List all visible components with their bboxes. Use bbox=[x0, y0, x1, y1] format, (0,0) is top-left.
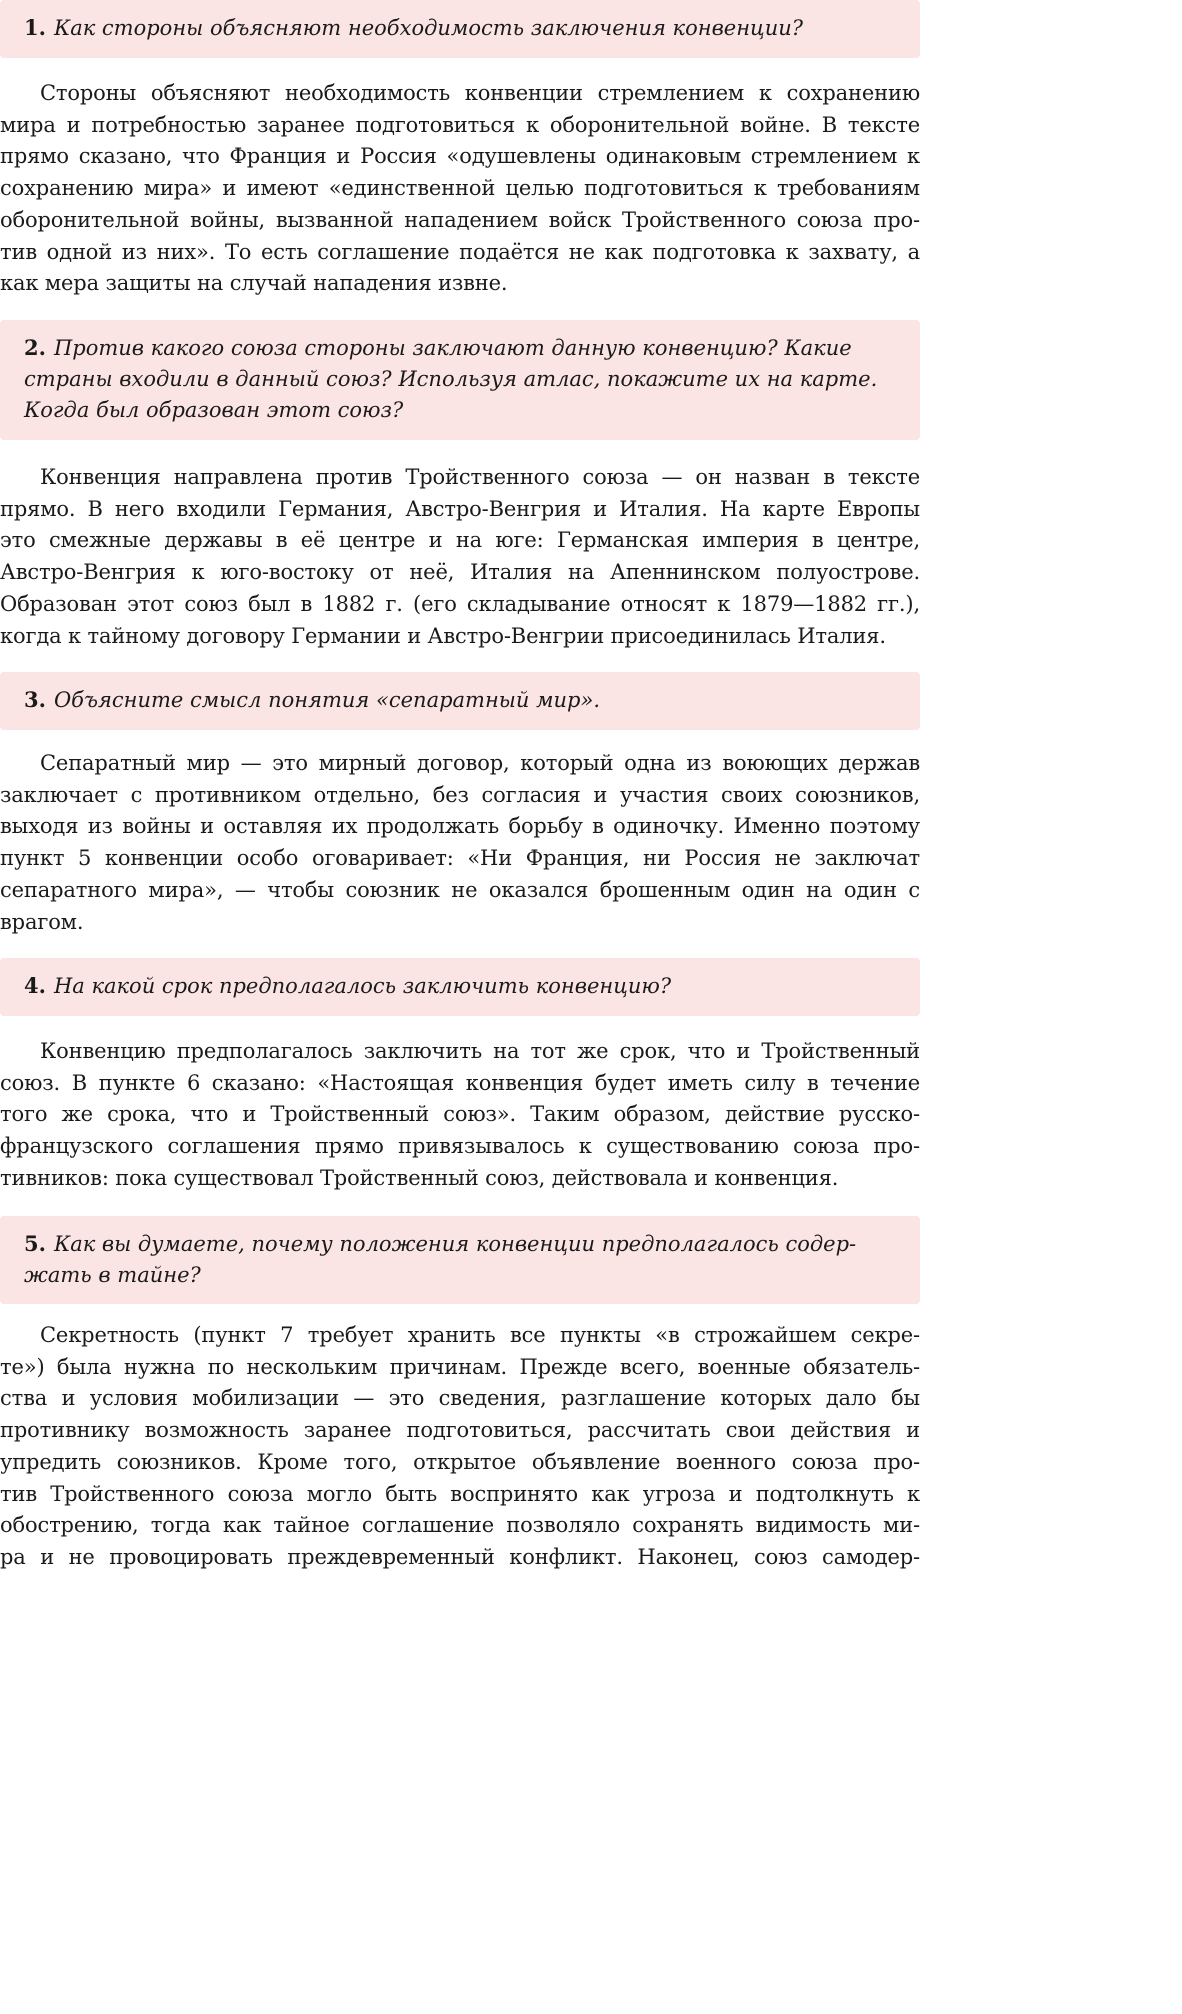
question-box bbox=[0, 320, 920, 440]
answer-line: тив Тройственного союза могло быть воспринято как угроза и подтолкнуть к bbox=[0, 1481, 920, 1506]
answer-line: сохранению мира» и имеют «единственной целью подготовиться к требованиям bbox=[0, 176, 920, 201]
answer-line: это смежные державы в её центре и на юге: Германская империя в центре, bbox=[0, 528, 920, 553]
answer-text bbox=[0, 748, 920, 938]
question-box bbox=[0, 1216, 920, 1304]
answer-line: ра и не провоцировать преждевременный конфликт. Наконец, союз самодер- bbox=[0, 1544, 920, 1569]
question-text: Против какого союза стороны заключают данную конвенцию? Какие bbox=[53, 336, 852, 360]
answer-line: тив одной из них». То есть соглашение подаётся не как подготовка к захвату, а bbox=[0, 239, 920, 264]
question-box bbox=[0, 672, 920, 730]
answer-line: союз. В пункте 6 сказано: «Настоящая конвенция будет иметь силу в течение bbox=[0, 1070, 920, 1095]
question-number: 4. bbox=[24, 973, 46, 998]
answer-line: мира и потребностью заранее подготовиться к оборонительной войне. В тексте bbox=[0, 112, 920, 137]
answer-line: Конвенцию предполагалось заключить на тот же срок, что и Тройственный bbox=[40, 1039, 920, 1063]
question-line bbox=[24, 1228, 900, 1260]
answer-line: как мера защиты на случай нападения извне. bbox=[0, 271, 508, 296]
answer-line: Секретность (пункт 7 требует хранить все пункты «в строжайшем секре- bbox=[40, 1323, 920, 1347]
question-box bbox=[0, 958, 920, 1016]
answer-line: противнику возможность заранее подготовиться, рассчитать свои действия и bbox=[0, 1418, 920, 1443]
answer-line: обострению, тогда как тайное соглашение позволяло сохранять видимость ми- bbox=[0, 1513, 920, 1538]
answer-line: заключает с противником отдельно, без согласия и участия своих союзников, bbox=[0, 782, 920, 807]
answer-line: прямо. В него входили Германия, Австро-Венгрия и Италия. На карте Европы bbox=[0, 496, 920, 521]
answer-line: Сепаратный мир — это мирный договор, который одна из воюющих держав bbox=[40, 751, 920, 775]
answer-line: тивников: пока существовал Тройственный союз, действовала и конвенция. bbox=[0, 1165, 839, 1190]
question-line: Когда был образован этот союз? bbox=[24, 398, 404, 422]
question-text: Как стороны объясняют необходимость заключения конвенции? bbox=[53, 16, 804, 40]
answer-line: сепаратного мира», — чтобы союзник не оказался брошенным один на один с bbox=[0, 877, 920, 902]
answer-text bbox=[0, 78, 920, 300]
answer-line: французского соглашения прямо привязывалось к существованию союза про- bbox=[0, 1134, 920, 1159]
question-box bbox=[0, 0, 920, 58]
question-line: жать в тайне? bbox=[24, 1263, 201, 1287]
answer-line: Образован этот союз был в 1882 г. (его складывание относят к 1879—1882 гг.), bbox=[0, 591, 920, 616]
question-number: 2. bbox=[24, 335, 46, 360]
answer-line: Стороны объясняют необходимость конвенции стремлением к сохранению bbox=[40, 81, 920, 105]
answer-line: упредить союзников. Кроме того, открытое объявление военного союза про- bbox=[0, 1449, 920, 1474]
answer-line: того же срока, что и Тройственный союз». Таким образом, действие русско- bbox=[0, 1102, 920, 1127]
question-text: На какой срок предполагалось заключить конвенцию? bbox=[53, 974, 672, 998]
question-text: Объясните смысл понятия «сепаратный мир». bbox=[53, 688, 601, 712]
answer-line: пункт 5 конвенции особо оговаривает: «Ни Франция, ни Россия не заключат bbox=[0, 846, 920, 871]
answer-text bbox=[0, 462, 920, 652]
question-number: 1. bbox=[24, 15, 46, 40]
answer-line: Австро-Венгрия к юго-востоку от неё, Италия на Апеннинском полуострове. bbox=[0, 560, 920, 585]
answer-line: выходя из войны и оставляя их продолжать борьбу в одиночку. Именно поэтому bbox=[0, 814, 920, 839]
answer-line: ства и условия мобилизации — это сведения, разглашение которых дало бы bbox=[0, 1386, 920, 1411]
answer-line: когда к тайному договору Германии и Австро-Венгрии присоединилась Италия. bbox=[0, 623, 886, 648]
answer-text bbox=[0, 1320, 920, 1574]
question-number: 3. bbox=[24, 687, 46, 712]
question-text: Как вы думаете, почему положения конвенции предполагалось содер- bbox=[53, 1232, 857, 1256]
answer-line: Конвенция направлена против Тройственного союза — он назван в тексте bbox=[40, 465, 920, 489]
question-line bbox=[24, 970, 900, 1002]
question-number: 5. bbox=[24, 1231, 46, 1256]
question-line bbox=[24, 12, 900, 44]
question-line bbox=[24, 684, 900, 716]
question-line bbox=[24, 332, 900, 364]
answer-line: те») была нужна по нескольким причинам. Прежде всего, военные обязатель- bbox=[0, 1354, 920, 1379]
answer-line: врагом. bbox=[0, 909, 84, 934]
answer-text bbox=[0, 1036, 920, 1195]
answer-line: прямо сказано, что Франция и Россия «одушевлены одинаковым стремлением к bbox=[0, 144, 920, 169]
answer-line: оборонительной войны, вызванной нападением войск Тройственного союза про- bbox=[0, 207, 920, 232]
question-line: страны входили в данный союз? Используя атлас, покажите их на карте. bbox=[24, 367, 878, 391]
